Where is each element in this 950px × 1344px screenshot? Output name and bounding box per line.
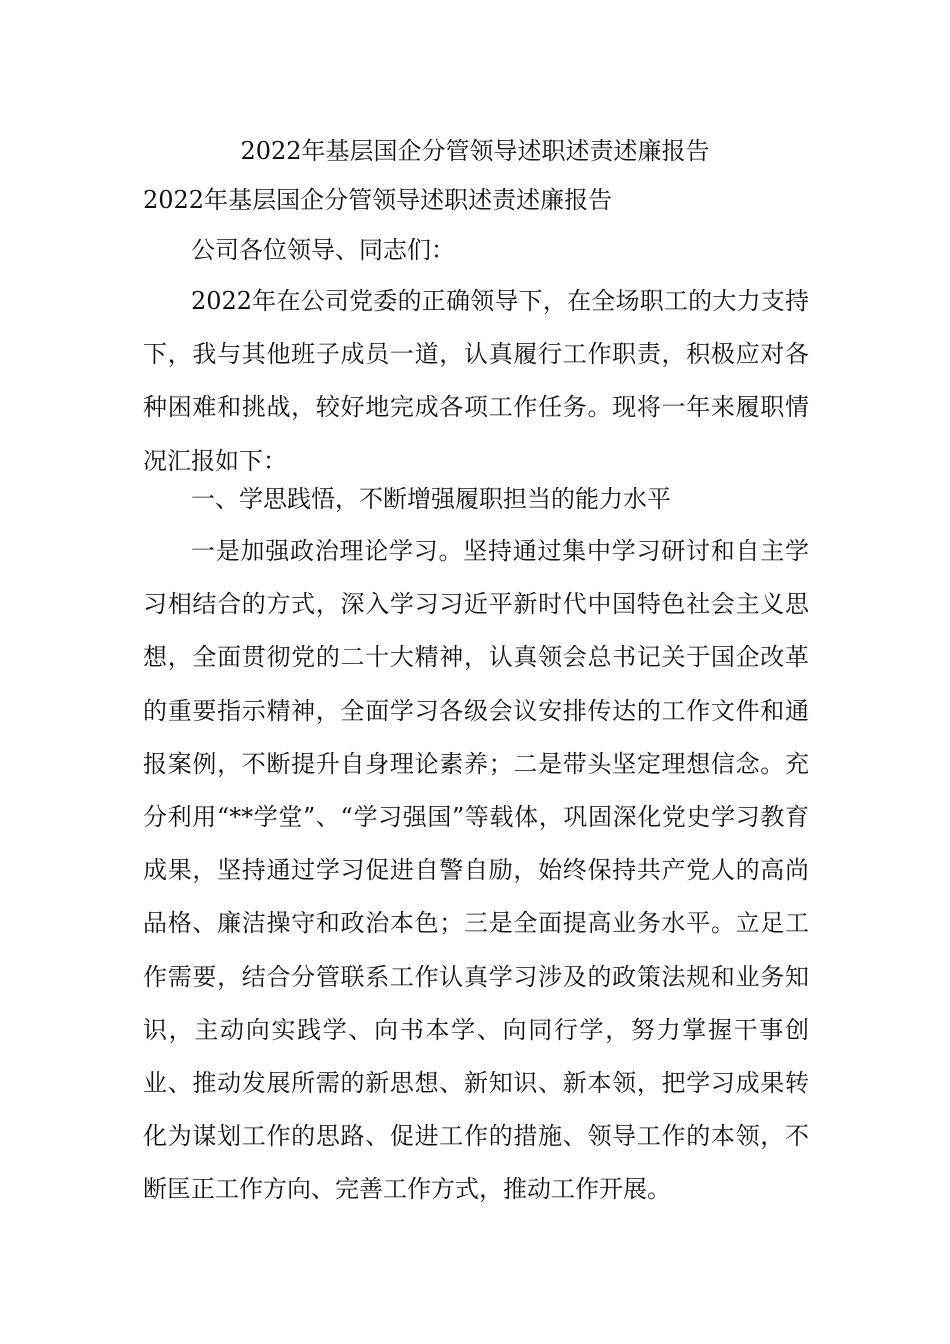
document-title: 2022年基层国企分管领导述职述责述廉报告	[240, 137, 710, 165]
section-heading-1: 一、学思践悟，不断增强履职担当的能力水平	[191, 485, 671, 513]
paragraph-study: 一是加强政治理论学习。坚持通过集中学习研讨和自主学习相结合的方式，深入学习习近平新时代中国特色社会主义思想，全面贯彻党的二十大精神，认真领会总书记关于国企改革的重要指示精神，全面学习各级会议安排传达的工作文件和通报案例，不断提升自身理论素养；二是带头坚定理想信念。充分利用“**学堂”、“学习强国”等载体，巩固深化党史学习教育成果，坚持通过学习促进自警自励，始终保持共产党人的高尚品格、廉洁操守和政治本色；三是全面提高业务水平。立足工作需要，结合分管联系工作认真学习涉及的政策法规和业务知识，主动向实践学、向书本学、向同行学，努力掌握干事创业、推动发展所需的新思想、新知识、新本领，把学习成果转化为谋划工作的思路、促进工作的措施、领导工作的本领，不断匡正工作方向、完善工作方式，推动工作开展。	[143, 537, 809, 1204]
document-subtitle: 2022年基层国企分管领导述职述责述廉报告	[143, 186, 613, 214]
salutation: 公司各位领导、同志们：	[191, 236, 455, 264]
paragraph-intro: 2022年在公司党委的正确领导下，在全场职工的大力支持下，我与其他班子成员一道，认真履行工作职责，积极应对各种困难和挑战，较好地完成各项工作任务。现将一年来履职情况汇报如下：	[143, 287, 809, 475]
